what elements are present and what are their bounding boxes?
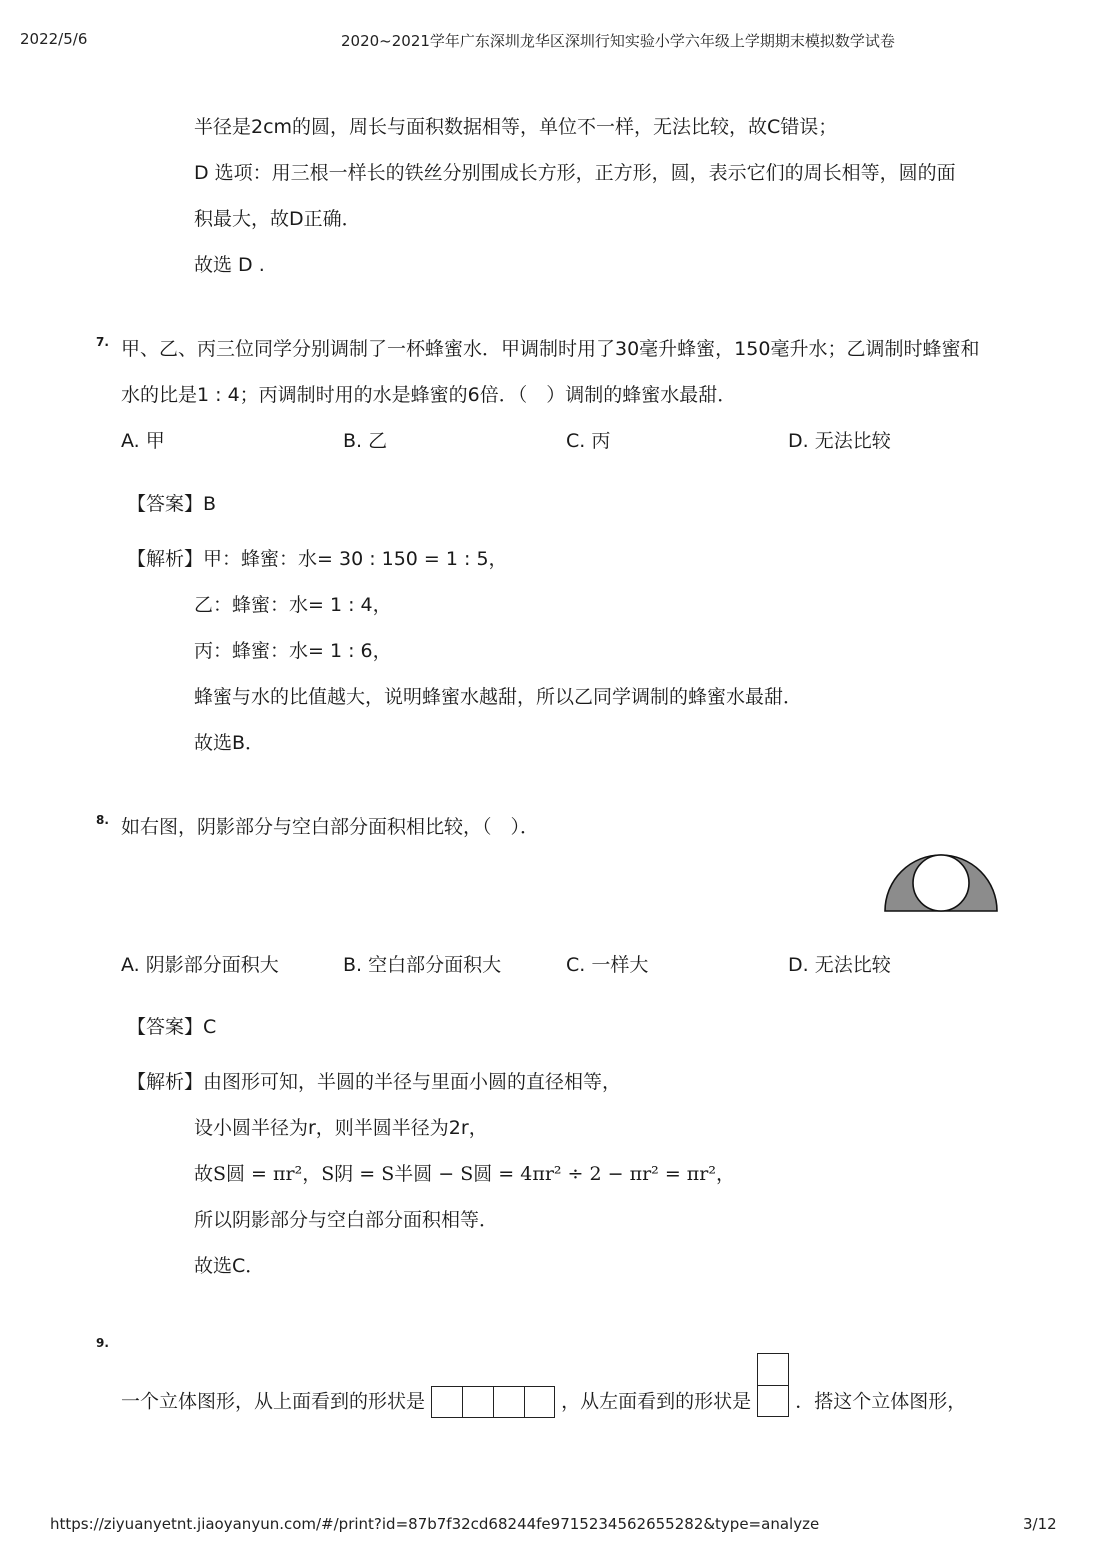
q8-option-c: C. 一样大 xyxy=(566,954,649,976)
q7-option-b: B. 乙 xyxy=(343,430,388,452)
q8-analysis-line-4: 所以阴影部分与空白部分面积相等． xyxy=(194,1209,499,1231)
q8-analysis-line-1 xyxy=(127,1070,621,1094)
prev-analysis-line-2: D 选项：用三根一样长的铁丝分别围成长方形，正方形，圆，表示它们的周长相等，圆的面 xyxy=(194,162,956,184)
left-view-figure xyxy=(757,1353,789,1417)
page-url: https://ziyuanyetnt.jiaoyanyun.com/#/print?id=87b7f32cd68244fe9715234562655282&type=analyze xyxy=(50,1515,820,1533)
q8-option-d: D. 无法比较 xyxy=(788,954,891,976)
top-view-figure xyxy=(431,1386,555,1418)
question-number-8: 8. xyxy=(96,813,109,827)
q7-analysis-line-4: 蜂蜜与水的比值越大，说明蜂蜜水越甜，所以乙同学调制的蜂蜜水最甜． xyxy=(194,686,803,708)
q7-conclusion: 故选B． xyxy=(194,732,265,754)
document-title: 2020~2021学年广东深圳龙华区深圳行知实验小学六年级上学期期末模拟数学试卷 xyxy=(341,32,895,50)
prev-analysis-line-1: 半径是2cm的圆，周长与面积数据相等，单位不一样，无法比较，故C错误； xyxy=(194,116,838,138)
q7-analysis-line-1 xyxy=(127,547,508,571)
answer-label: 【答案】 xyxy=(127,1016,204,1038)
prev-conclusion: 故选 D . xyxy=(194,254,265,276)
q8-stem: 如右图，阴影部分与空白部分面积相比较，（ ）． xyxy=(121,816,540,838)
analysis-text: 由图形可知，半圆的半径与里面小圆的直径相等， xyxy=(203,1071,622,1093)
q8-answer xyxy=(127,1015,216,1039)
q9-text-part-3: ．搭这个立体图形， xyxy=(795,1390,967,1413)
q8-conclusion: 故选C． xyxy=(194,1255,265,1277)
q7-option-a: A. 甲 xyxy=(121,430,165,452)
print-date: 2022/5/6 xyxy=(20,30,88,48)
answer-label: 【答案】 xyxy=(127,493,204,515)
analysis-text: 甲：蜂蜜：水= 30 : 150 = 1 : 5， xyxy=(203,548,508,570)
q7-answer xyxy=(127,492,216,516)
q9-stem xyxy=(121,1386,966,1418)
q7-option-c: C. 丙 xyxy=(566,430,611,452)
page-number: 3/12 xyxy=(1023,1515,1057,1533)
q7-analysis-line-2: 乙：蜂蜜：水= 1 : 4， xyxy=(194,594,392,616)
q9-text-part-1: 一个立体图形，从上面看到的形状是 xyxy=(121,1390,426,1413)
question-number-9: 9. xyxy=(96,1336,109,1350)
semicircle-figure xyxy=(882,853,1000,915)
q8-formula: 故S圆 = πr²，S阴 = S半圆 − S圆 = 4πr² ÷ 2 − πr² = πr²， xyxy=(194,1163,735,1185)
q7-option-d: D. 无法比较 xyxy=(788,430,891,452)
q7-analysis-line-3: 丙：蜂蜜：水= 1 : 6， xyxy=(194,640,392,662)
q8-option-b: B. 空白部分面积大 xyxy=(343,954,502,976)
analysis-label: 【解析】 xyxy=(127,548,204,570)
question-number-7: 7. xyxy=(96,335,109,349)
q8-analysis-line-2: 设小圆半径为r，则半圆半径为2r， xyxy=(194,1117,488,1139)
answer-value: C xyxy=(203,1016,217,1038)
answer-value: B xyxy=(203,493,217,515)
inner-circle xyxy=(913,855,969,911)
prev-analysis-line-3: 积最大，故D正确． xyxy=(194,208,361,230)
analysis-label: 【解析】 xyxy=(127,1071,204,1093)
q7-stem-line-1: 甲、乙、丙三位同学分别调制了一杯蜂蜜水．甲调制时用了30毫升蜂蜜，150毫升水；乙调制时蜂蜜和 xyxy=(121,338,980,360)
q8-option-a: A. 阴影部分面积大 xyxy=(121,954,279,976)
q7-stem-line-2: 水的比是1 : 4；丙调制时用的水是蜂蜜的6倍．（ ）调制的蜂蜜水最甜． xyxy=(121,384,737,406)
q9-text-part-2: ，从左面看到的形状是 xyxy=(561,1390,752,1413)
